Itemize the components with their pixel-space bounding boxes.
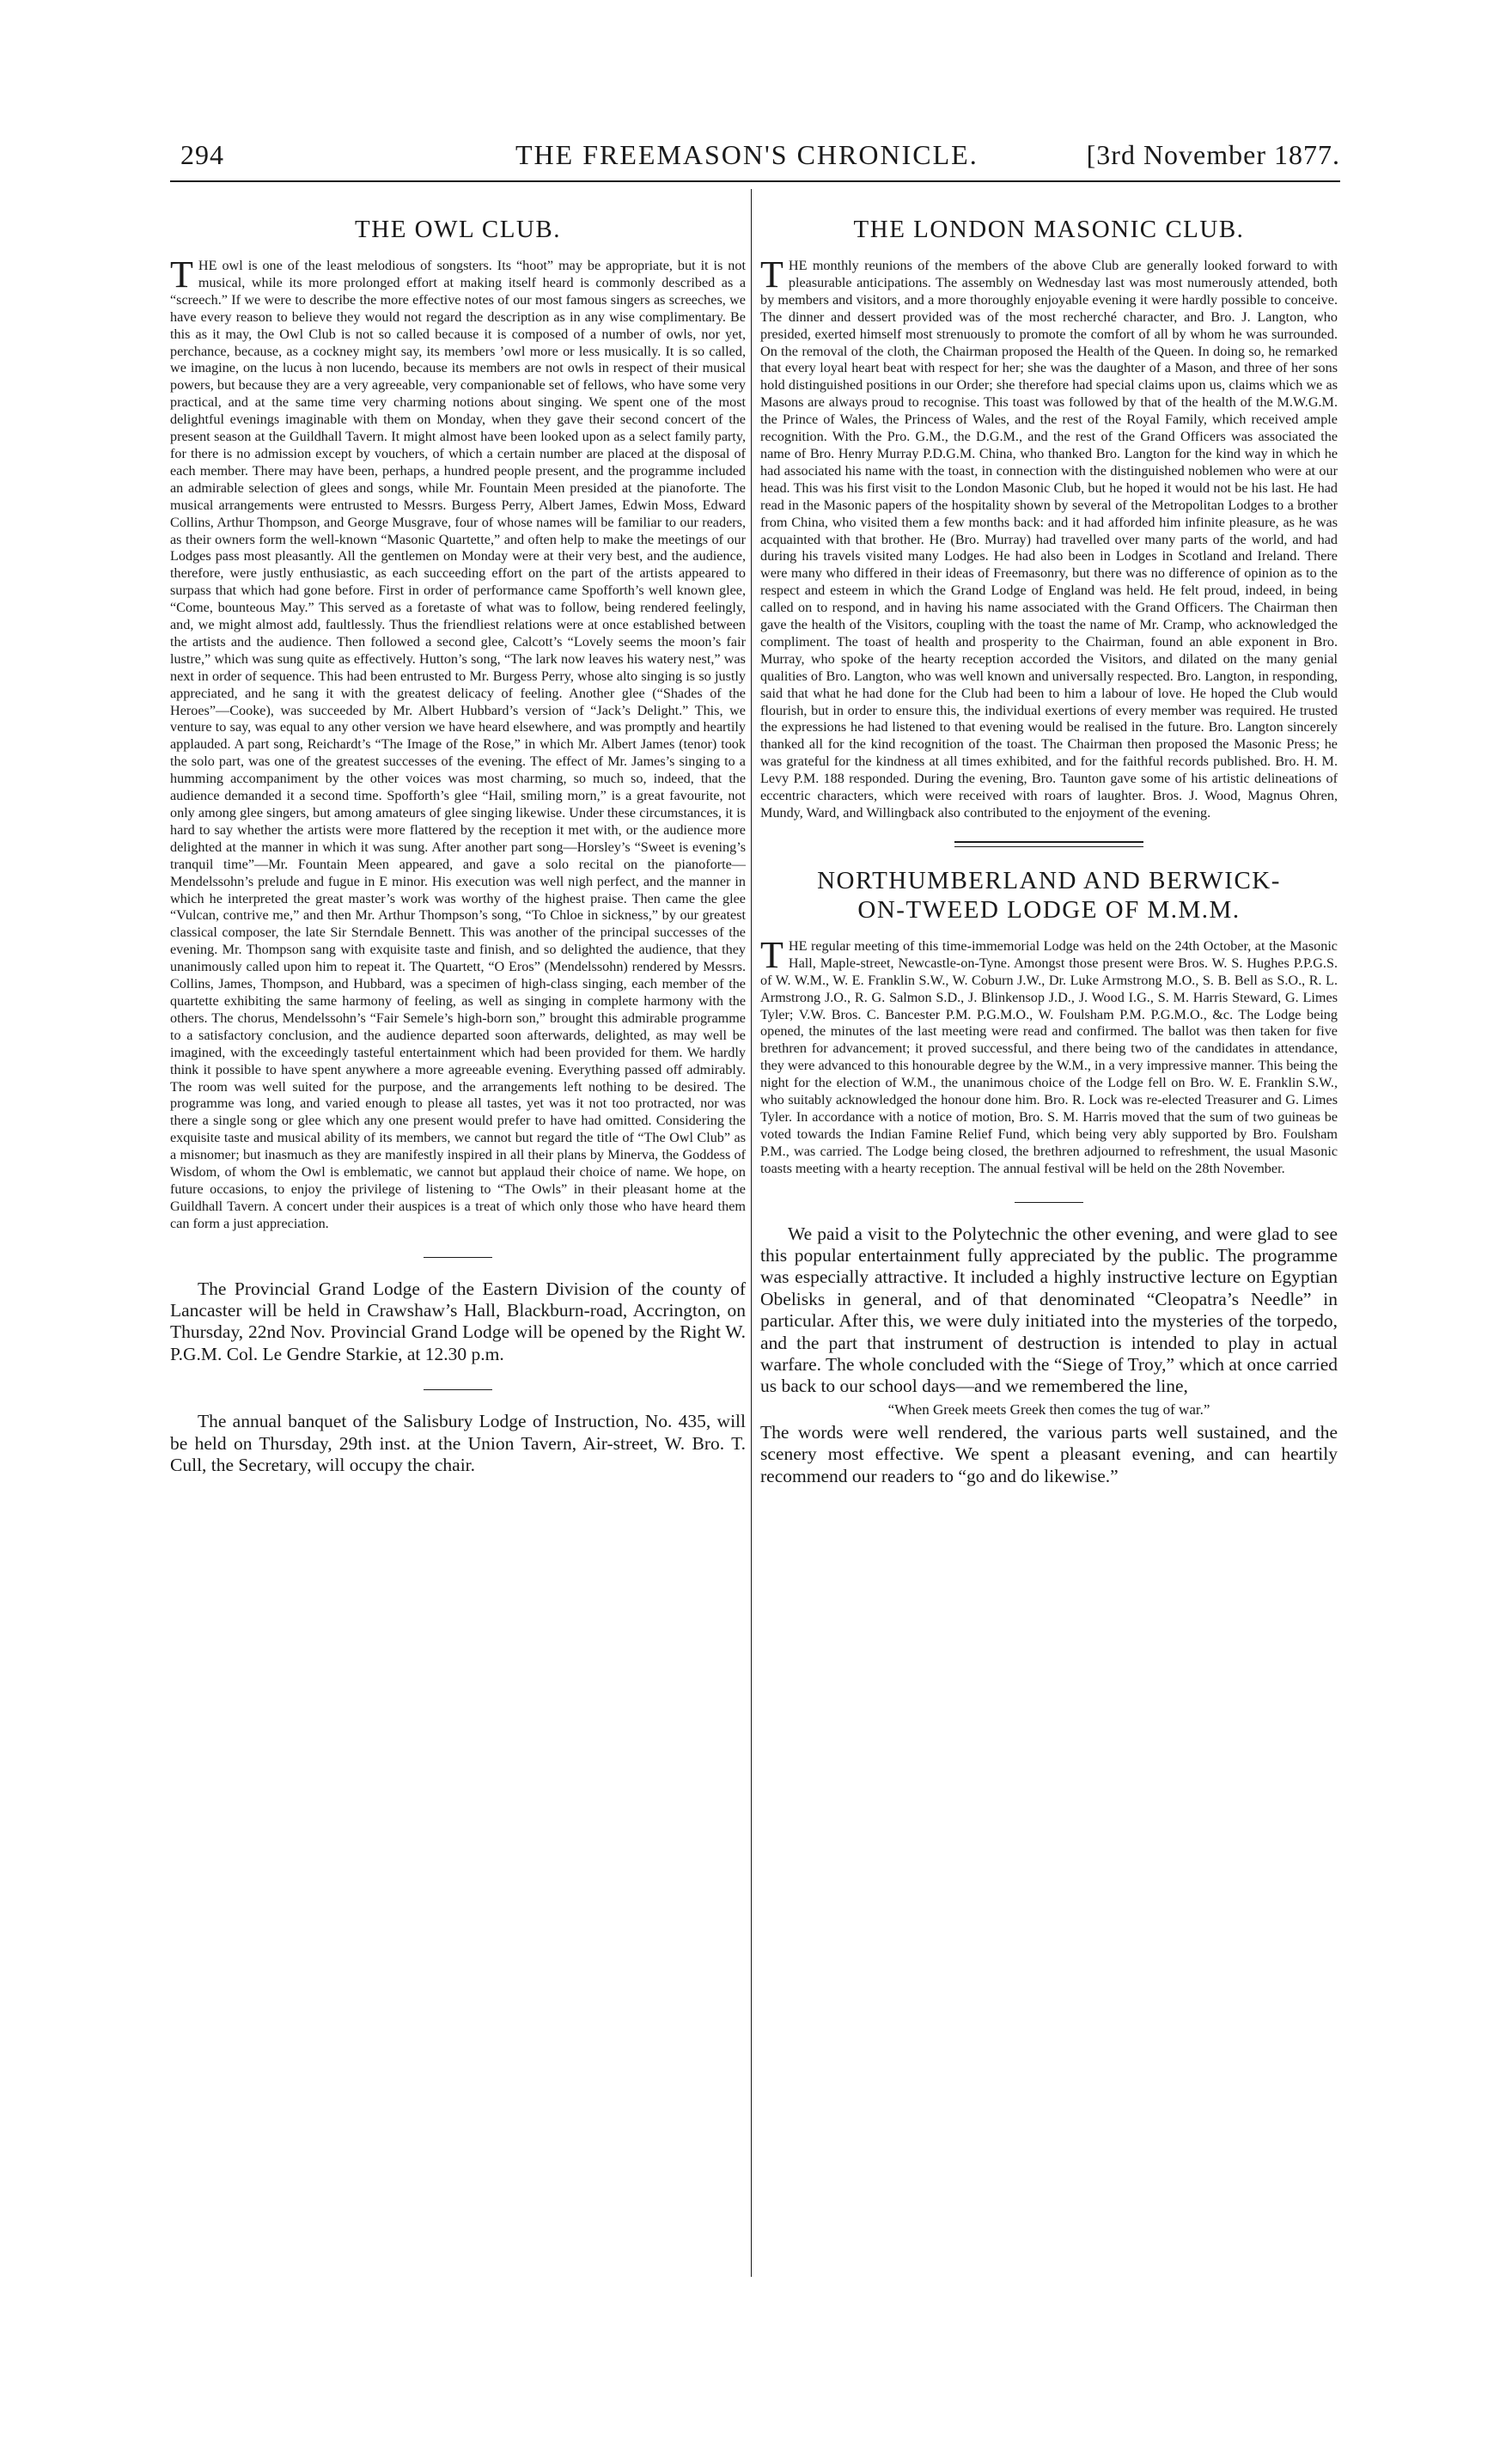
double-rule-bottom	[954, 846, 1143, 847]
double-rule-top	[954, 841, 1143, 843]
article-title: THE LONDON MASONIC CLUB.	[853, 216, 1245, 243]
drop-cap: T	[760, 253, 783, 296]
issue-date: [3rd November 1877.	[1086, 139, 1340, 170]
paragraph: HE owl is one of the least melodious of songsters. Its “hoot” may be appropriate, but it is not musical, while its more prolonged effort at making itself heard is commonly described as a “screech.” If we were to describe the more effective notes of our most famous singers as screeches, we have every reason to believe they would not regard the description as in any wise complimentary. Be this as it may, the Owl Club is not so called because it is composed of a number of owls, nor yet, perchance, because, as a cockney might say, its members ’owl more or less musically. It is so called, we imagine, on the lucus à non lucendo, because its members are not owls in respect of their musical powers, but because they are a very agreeable, very companionable set of fellows, who have some very practical, and at the same time very charming notions about singing. We spent one of the most delightful evenings imaginable with them on Monday, when they gave their second concert of the present season at the Guildhall Tavern. It might almost have been looked upon as a select family party, for there is no admission except by vouchers, of which a certain number are placed at the disposal of each member. There may have been, perhaps, a hundred people present, and the programme included an admirable selection of glees and songs, while Mr. Fountain Meen presided at the pianoforte. The musical arrangements were entrusted to Messrs. Burgess Perry, Albert James, Edwin Moss, Edward Collins, Arthur Thompson, and George Musgrave, four of whose names will be familiar to our readers, as their owners form the well-known “Masonic Quartette,” and often help to make the meetings of our Lodges pass most pleasantly. All the gentlemen on Monday were at their very best, and the audience, therefore, were justly enthusiastic, as each succeeding effort on the part of the artists appeared to surpass that which had gone before. First in order of performance came Spofforth’s well known glee, “Come, bounteous May.” This served as a foretaste of what was to follow, being rendered feelingly, and, we might almost add, faultlessly. Thus the friendliest relations were at once established between the artists and the audience. Then followed a second glee, Calcott’s “Lovely seems the moon’s fair lustre,” which was sung quite as effectively. Hutton’s song, “The lark now leaves his watery nest,” was next in order of sequence. This had been entrusted to Mr. Burgess Perry, whose alto singing is so justly appreciated, and he sang it with the greatest delicacy of feeling. Another glee (“Shades of the Heroes”—Cooke), was succeeded by Mr. Albert Hubbard’s version of “Jack’s Delight.” This, we venture to say, was equal to any other version we have heard elsewhere, and was promptly and heartily applauded. A part song, Reichardt’s “The Image of the Rose,” in which Mr. Albert James (tenor) took the solo part, was one of the greatest successes of the evening. The effect of Mr. James’s singing to a humming accompaniment by the other voices was most charming, so much so, indeed, that the audience demanded it a second time. Spofforth’s glee “Hail, smiling morn,” is a great favourite, not only among glee singers, but among amateurs of glee singing likewise. Under these circumstances, it is hard to say whether the artists were more flattered by the reception it met with, or the audience more delighted at the manner in which it was sung. After another part song—Horsley’s “Sweet is evening’s tranquil time”—Mr. Fountain Meen appeared, and gave a solo recital on the pianoforte—Mendelssohn’s prelude and fugue in E minor. His execution was well nigh perfect, and the manner in which he interpreted the great master’s work was worthy of the highest praise. Then came the glee “Vulcan, contrive me,” and then Mr. Arthur Thompson’s song, “To Chloe in sickness,” by our greatest classical composer, the late Sir Sterndale Bennett. This was another of the principal successes of the evening. Mr. Thompson sang with exquisite taste and finish, and so delighted the audience, that they unanimously called upon him to repeat it. The Quartett, “O Eros” (Mendelssohn) rendered by Messrs. Collins, James, Thompson, and Hubbard, was a specimen of high-class singing, each member of the quartette exhibiting the same harmony of feeling, as well as singing in complete harmony with the others. The chorus, Mendelssohn’s “Fair Semele’s high-born son,” brought this admirable programme to a satisfactory conclusion, and the audience departed soon afterwards, delighted, as may well be imagined, with the exceedingly tasteful entertainment which had been provided for them. We hardly think it possible to have spent anywhere a more agreeable evening. Everything passed off admirably. The room was well suited for the purpose, and the arrangements left nothing to be desired. The programme was long, and varied enough to please all tastes, yet was it not too protracted, nor was there a single song or glee which any one present would prefer to have had omitted. Considering the exquisite taste and musical ability of its members, we cannot but regard the title of “The Owl Club” as a misnomer; but inasmuch as they are manifestly inspired in all their plans by Minerva, the Goddess of Wisdom, of whom the Owl is emblematic, we cannot but applaud their choice of name. We hope, on future occasions, to enjoy the privilege of listening to “The Owls” in their pleasant home at the Guildhall Tavern. A concert under their auspices is a treat of which only those who have heard them can form a just appreciation.	[170, 258, 746, 1231]
article-body	[760, 933, 1338, 1178]
right-column	[760, 215, 1338, 1487]
paragraph: We paid a visit to the Polytechnic the other evening, and were glad to see this popular entertainment fully appreciated by the public. The programme was especially attractive. It included a highly instructive lecture on Egyptian Obelisks in general, and of that denominated “Cleopatra’s Needle” in particular. After this, we were duly initiated into the mysteries of the torpedo, and the part that instrument of destruction is intended to play in actual warfare. The whole concluded with the “Siege of Troy,” which at once carried us back to our school days—and we remembered the line,	[760, 1223, 1338, 1397]
paragraph: The annual banquet of the Salisbury Lodge of Instruction, No. 435, will be held on Thursday, 29th inst. at the Union Tavern, Air-street, W. Bro. T. Cull, the Secretary, will occupy the chair.	[170, 1411, 746, 1476]
article-title: NORTHUMBERLAND AND BERWICK-ON-TWEED LODGE OF M.M.M.	[817, 866, 1281, 924]
running-header	[180, 136, 1340, 177]
drop-cap: T	[170, 253, 193, 296]
divider	[424, 1389, 492, 1390]
notice-salisbury-lodge	[170, 1411, 746, 1476]
notice-provincial-grand-lodge	[170, 1278, 746, 1366]
publication-title: THE FREEMASON'S CHRONICLE.	[515, 139, 979, 170]
paragraph: The Provincial Grand Lodge of the Eastern Division of the county of Lancaster will be held in Crawshaw’s Hall, Blackburn-road, Accrington, on Thursday, 22nd Nov. Provincial Grand Lodge will be opened by the Right W. P.G.M. Col. Le Gendre Starkie, at 12.30 p.m.	[170, 1278, 746, 1364]
paragraph: HE monthly reunions of the members of the above Club are generally looked forward to with pleasurable anticipations. The assembly on Wednesday last was most numerously attended, both by members and visitors, and a more thoroughly enjoyable evening it were hardly possible to conceive. The dinner and dessert provided was of the most recherché character, and Bro. J. Langton, who presided, exerted himself most strenuously to promote the comfort of all by whom he was surrounded. On the removal of the cloth, the Chairman proposed the Health of the Queen. In doing so, he remarked that every loyal heart beat with respect for her; she was the daughter of a Mason, and three of her sons hold distinguished positions in our Order; she therefore had special claims upon us, claims which we as Masons are always proud to recognise. This toast was followed by that of the health of the M.W.G.M. the Prince of Wales, the Princess of Wales, and the rest of the Royal Family, which received ample recognition. With the Pro. G.M., the D.G.M., and the rest of the Grand Officers was associated the name of Bro. Henry Murray P.D.G.M. China, who thanked Bro. Langton for the kind way in which he had associated his name with the toast, in connection with the distinguished noblemen who were at our head. This was his first visit to the London Masonic Club, but he hoped it would not be his last. He had read in the Masonic papers of the hospitality shown by several of the Metropolitan Lodges to a brother from China, who visited them a few months back: and it had afforded him infinite pleasure, as he was acquainted with that brother. He (Bro. Murray) had travelled over many parts of the world, and had during his travels visited many Lodges. He had also been in Lodges in Scotland and Ireland. There were many who differed in their ideas of Freemasonry, but there was no difference of opinion as to the respect and esteem in which the Grand Lodge of England was held. He felt proud, indeed, in being called on to respond, and in having his name associated with the Grand Officers. The Chairman then gave the health of the Visitors, coupling with the toast the name of Mr. Cramp, who acknowledged the compliment. The toast of health and prosperity to the Chairman, found an able exponent in Bro. Murray, who spoke of the hearty reception accorded the Visitors, and dilated on the many genial qualities of Bro. Langton, who was well known and universally respected. Bro. Langton, in responding, said that what he had done for the Club had been to him a labour of love. He hoped the Club would flourish, but in order to ensure this, the individual exertions of every member was required. He trusted the expressions he had listened to that evening would be realised in the future. Bro. Langton sincerely thanked all for the kind recognition of the toast. The Chairman then proposed the Masonic Press; he was grateful for the kindness at all times exhibited, and for the faithful records published. Bro. H. M. Levy P.M. 188 responded. During the evening, Bro. Taunton gave some of his artistic delineations of eccentric characters, which were received with roars of laughter. Bros. J. Wood, Magnus Ohren, Mundy, Ward, and Willingback also contributed to the enjoyment of the evening.	[760, 258, 1338, 821]
column-rule	[751, 189, 752, 2277]
article-polytechnic	[760, 1223, 1338, 1487]
header-rule	[170, 180, 1340, 182]
paragraph: The words were well rendered, the various parts well sustained, and the scenery most effective. We spent a pleasant evening, and can heartily recommend our readers to “go and do likewise.”	[760, 1421, 1338, 1486]
article-body	[760, 253, 1338, 822]
article-title: THE OWL CLUB.	[355, 216, 561, 243]
article-northumberland-lodge	[760, 866, 1338, 1178]
left-column	[170, 215, 746, 1492]
divider	[424, 1257, 492, 1258]
page-number: 294	[180, 139, 224, 170]
article-london-masonic-club	[760, 215, 1338, 822]
drop-cap: T	[760, 933, 783, 976]
article-body	[170, 253, 746, 1233]
divider	[1015, 1202, 1083, 1203]
quotation: “When Greek meets Greek then comes the tug of war.”	[887, 1400, 1210, 1418]
article-owl-club	[170, 215, 746, 1233]
paragraph: HE regular meeting of this time-immemorial Lodge was held on the 24th October, at the Masonic Hall, Maple-street, Newcastle-on-Tyne. Amongst those present were Bros. W. S. Hughes P.P.G.S. of W. W.M., W. E. Franklin S.W., W. Coburn J.W., Dr. Luke Armstrong M.O., S. B. Bell as S.O., R. L. Armstrong J.O., R. G. Salmon S.D., J. Blinkensop J.D., J. Wood I.G., S. M. Harris Steward, G. Limes Tyler; V.W. Bros. C. Bancester P.M. P.G.M.O., W. Foulsham P.M. P.G.M.O., &c. The Lodge being opened, the minutes of the last meeting were read and confirmed. The ballot was then taken for five brethren for advancement; it proved successful, and there being two of the candidates in attendance, they were advanced to this honourable degree by the W.M., in a very impressive manner. This being the night for the election of W.M., the unanimous choice of the Lodge fell on Bro. W. E. Franklin S.W., who suitably acknowledged the honour done him. Bro. R. Lock was re-elected Treasurer and G. Limes Tyler. In accordance with a notice of motion, Bro. S. M. Harris moved that the sum of two guineas be voted towards the Indian Famine Relief Fund, which being very ably supported by Bro. Foulsham P.M., was carried. The Lodge being closed, the brethren adjourned to refreshment, the usual Masonic toasts meeting with a hearty reception. The annual festival will be held on the 28th November.	[760, 937, 1338, 1176]
